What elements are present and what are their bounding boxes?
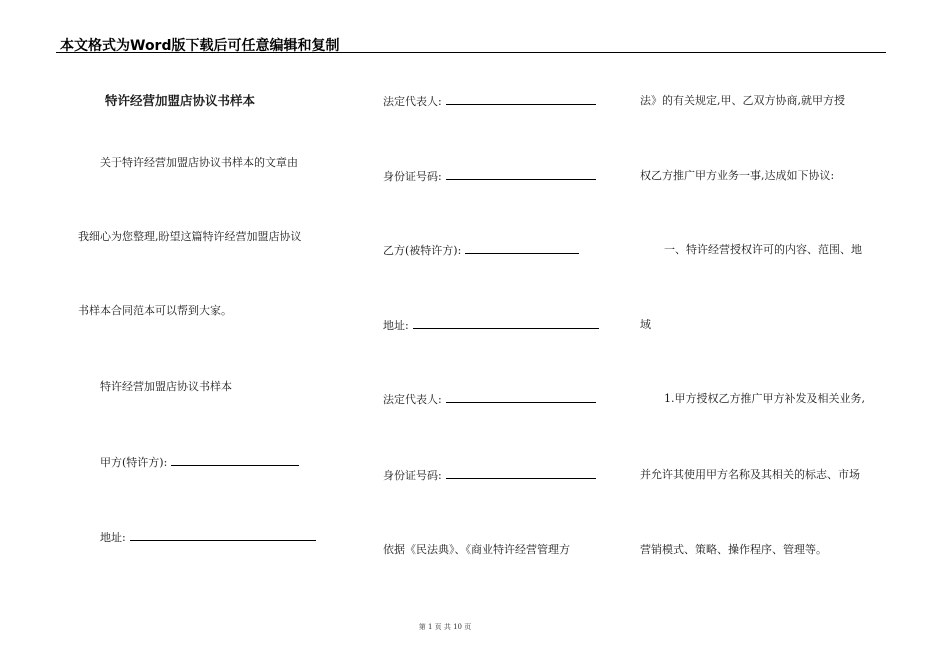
party-a-address-blank-line xyxy=(130,530,316,541)
section-heading: 特许经营加盟店协议书样本 xyxy=(100,380,232,393)
clause-1-item-1-end: 营销模式、策略、操作程序、管理等。 xyxy=(640,543,827,556)
party-a-label: 甲方(特许方): xyxy=(100,456,168,469)
agreement-line-2: 权乙方推广甲方业务一事,达成如下协议: xyxy=(640,169,835,182)
clause-1-item-1-cont: 并允许其使用甲方名称及其相关的标志、市场 xyxy=(640,468,860,481)
party-a-blank-line xyxy=(171,455,299,466)
clause-1-heading-cont: 域 xyxy=(640,318,651,331)
id-number-a-blank-line xyxy=(446,169,596,180)
party-a-address-label: 地址: xyxy=(100,531,126,544)
clause-1-heading: 一、特许经营授权许可的内容、范围、地 xyxy=(664,243,862,256)
id-number-b-label: 身份证号码: xyxy=(383,469,442,482)
party-a-address-field xyxy=(100,530,316,545)
id-number-a-field xyxy=(383,169,596,184)
legal-rep-b-blank-line xyxy=(446,392,596,403)
document-title: 特许经营加盟店协议书样本 xyxy=(105,93,256,108)
header-divider xyxy=(56,52,886,53)
party-b-field xyxy=(383,243,579,258)
legal-rep-a-blank-line xyxy=(446,94,596,105)
id-number-b-blank-line xyxy=(446,468,596,479)
id-number-a-label: 身份证号码: xyxy=(383,170,442,183)
legal-rep-b-label: 法定代表人: xyxy=(383,393,442,406)
legal-rep-a-label: 法定代表人: xyxy=(383,95,442,108)
agreement-line-1: 法》的有关规定,甲、乙双方协商,就甲方授 xyxy=(640,94,845,107)
intro-line-3: 书样本合同范本可以帮到大家。 xyxy=(78,304,232,317)
party-b-address-blank-line xyxy=(413,318,599,329)
party-b-label: 乙方(被特许方): xyxy=(383,244,462,257)
legal-rep-a-field xyxy=(383,94,596,109)
legal-rep-b-field xyxy=(383,392,596,407)
document-header: 本文格式为Word版下载后可任意编辑和复制 xyxy=(60,38,340,54)
party-b-address-field xyxy=(383,318,599,333)
party-b-blank-line xyxy=(465,243,579,254)
intro-line-2: 我细心为您整理,盼望这篇特许经营加盟店协议 xyxy=(78,230,302,243)
clause-1-item-1: 1.甲方授权乙方推广甲方补发及相关业务, xyxy=(664,392,865,405)
party-b-address-label: 地址: xyxy=(383,319,409,332)
id-number-b-field xyxy=(383,468,596,483)
party-a-field xyxy=(100,455,299,470)
page-number: 第 1 页 共 10 页 xyxy=(418,623,472,631)
intro-line-1: 关于特许经营加盟店协议书样本的文章由 xyxy=(100,156,298,169)
legal-basis-line: 依据《民法典》、《商业特许经营管理方 xyxy=(383,543,570,556)
